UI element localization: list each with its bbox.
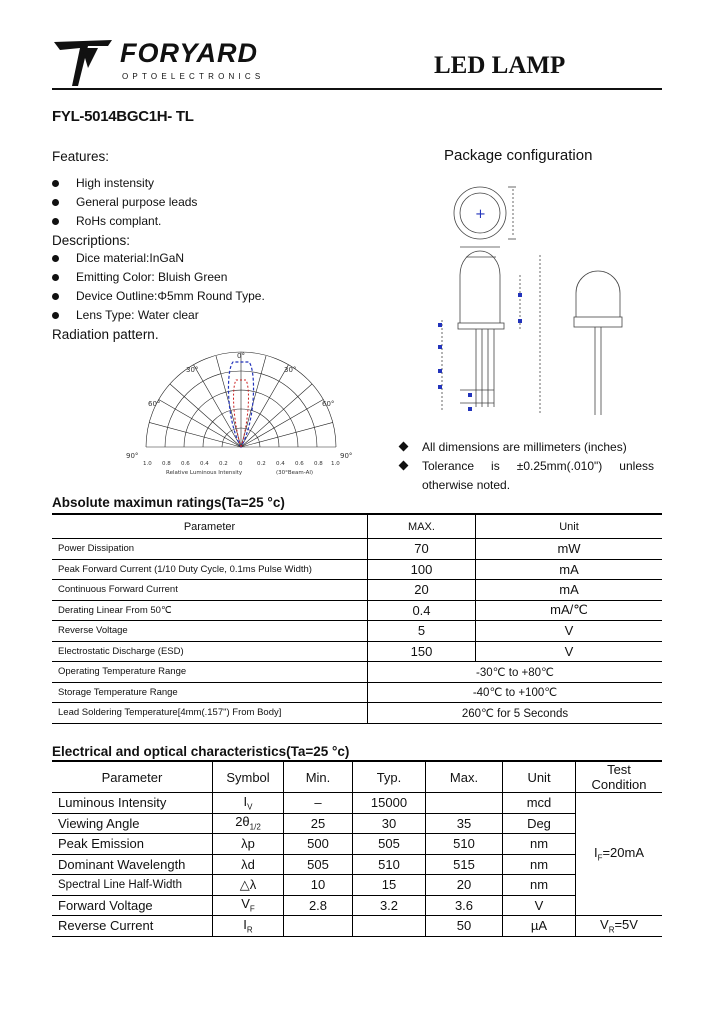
symbol-cell: $V_F$ [213, 895, 284, 916]
electro-optical-table [52, 760, 662, 937]
list-item: Lens Type: Water clear [50, 306, 350, 325]
table-row: Storage Temperature Range -40℃ to +100℃ [52, 682, 662, 703]
table-row: Peak Forward Current (1/10 Duty Cycle, 0.1ms Pulse Width) 100 mA [52, 559, 662, 580]
column-header: Max. [426, 761, 503, 793]
list-item: Dice material:InGaN [50, 249, 350, 268]
bullet-icon [52, 199, 59, 206]
descriptions-heading: Descriptions: [52, 233, 131, 248]
column-header: Unit [476, 514, 663, 539]
table-header-row [52, 761, 662, 793]
scale-label: 0.8 [162, 461, 171, 467]
table-row: Forward Voltage $V_F$ 2.8 3.2 3.6 V [52, 895, 662, 916]
table-row: Viewing Angle $2\theta_{1/2}$ 25 30 35 Deg [52, 813, 662, 834]
scale-label: 0.6 [295, 461, 304, 467]
table-row: Derating Linear From 50℃ 0.4 mA/℃ [52, 600, 662, 621]
scale-label: 0.4 [276, 461, 285, 467]
package-notes [398, 438, 654, 495]
table-row: Luminous Intensity $I_V$ – 15000 mcd $I_F=20mA$ [52, 793, 662, 814]
table-row: Spectral Line Half-Width △λ 10 15 20 nm [52, 875, 662, 896]
bullet-icon [52, 218, 59, 225]
table-row: Peak Emission λp 500 505 510 nm [52, 834, 662, 855]
column-header: Min. [284, 761, 353, 793]
scale-label: 0.6 [181, 461, 190, 467]
bullet-icon [52, 312, 59, 319]
angle-label: 90° [340, 452, 353, 460]
scale-label: 0.2 [219, 461, 228, 467]
diamond-bullet-icon [399, 461, 409, 471]
table-row: Power Dissipation 70 mW [52, 539, 662, 560]
brand-subtitle: OPTOELECTRONICS [122, 72, 265, 81]
scale-label: 0 [239, 461, 243, 467]
list-item: All dimensions are millimeters (inches) [398, 438, 654, 457]
descriptions-list [50, 249, 350, 325]
column-header: Symbol [213, 761, 284, 793]
list-item: Device Outline:Φ5mm Round Type. [50, 287, 350, 306]
angle-label: 60° [322, 400, 335, 408]
scale-label: 0.8 [314, 461, 323, 467]
radiation-caption-left: Relative Luminous Intensity [166, 470, 243, 475]
table-header-row [52, 514, 662, 539]
table-row: Operating Temperature Range -30℃ to +80℃ [52, 662, 662, 683]
features-heading: Features: [52, 149, 110, 164]
scale-label: 0.4 [200, 461, 209, 467]
column-header: Test Condition [576, 761, 663, 793]
radiation-caption-right: (30°Beam-Al) [276, 470, 314, 475]
bullet-icon [52, 274, 59, 281]
scale-label: 0.2 [257, 461, 266, 467]
polar-grid [146, 352, 336, 447]
symbol-cell: $I_V$ [213, 793, 284, 814]
table-row: Reverse Voltage 5 V [52, 621, 662, 642]
diamond-bullet-icon [399, 442, 409, 452]
list-item: General purpose leads [50, 193, 350, 212]
symbol-cell: $I_R$ [213, 916, 284, 937]
test-condition-cell: $I_F=20mA$ [576, 793, 663, 916]
angle-label: 30° [284, 366, 297, 374]
list-item: RoHs complant. [50, 212, 350, 231]
column-header: Typ. [353, 761, 426, 793]
features-list [50, 174, 350, 231]
foryard-logo-icon [52, 38, 114, 90]
list-item: High instensity [50, 174, 350, 193]
table-row: Lead Soldering Temperature[4mm(.157") From Body] 260℃ for 5 Seconds [52, 703, 662, 724]
symbol-cell: $2\theta_{1/2}$ [213, 813, 284, 834]
angle-label: 0° [237, 352, 245, 360]
package-drawing [420, 175, 660, 425]
angle-label: 60° [148, 400, 161, 408]
brand-logo [52, 38, 277, 90]
scale-label: 1.0 [331, 461, 340, 467]
column-header: Parameter [52, 514, 368, 539]
column-header: MAX. [368, 514, 476, 539]
absolute-ratings-heading: Absolute maximun ratings(Ta=25 °c) [52, 495, 285, 510]
test-condition-cell: $V_R=5V$ [576, 916, 663, 937]
angle-label: 90° [126, 452, 139, 460]
part-number: FYL-5014BGC1H- TL [52, 108, 194, 125]
bullet-icon [52, 180, 59, 187]
absolute-ratings-table [52, 513, 662, 724]
title-underline [52, 88, 662, 90]
package-heading: Package configuration [444, 147, 593, 164]
column-header: Parameter [52, 761, 213, 793]
radiation-heading: Radiation pattern. [52, 327, 159, 342]
brand-name: FORYARD [120, 38, 259, 68]
angle-label: 30° [186, 366, 199, 374]
document-title: LED LAMP [434, 52, 566, 79]
radiation-pattern-diagram [126, 350, 356, 475]
electro-optical-heading: Electrical and optical characteristics(Ta=25 °c) [52, 744, 350, 759]
table-row: Electrostatic Discharge (ESD) 150 V [52, 641, 662, 662]
table-row: Continuous Forward Current 20 mA [52, 580, 662, 601]
scale-label: 1.0 [143, 461, 152, 467]
bullet-icon [52, 293, 59, 300]
list-item: Emitting Color: Bluish Green [50, 268, 350, 287]
table-row: Dominant Wavelength λd 505 510 515 nm [52, 854, 662, 875]
plus-marker: + [475, 207, 486, 222]
list-item: Tolerance is ±0.25mm(.010") unless otherwise noted. [398, 457, 654, 495]
column-header: Unit [503, 761, 576, 793]
bullet-icon [52, 255, 59, 262]
table-row: Reverse Current $I_R$ 50 µA $V_R=5V$ [52, 916, 662, 937]
